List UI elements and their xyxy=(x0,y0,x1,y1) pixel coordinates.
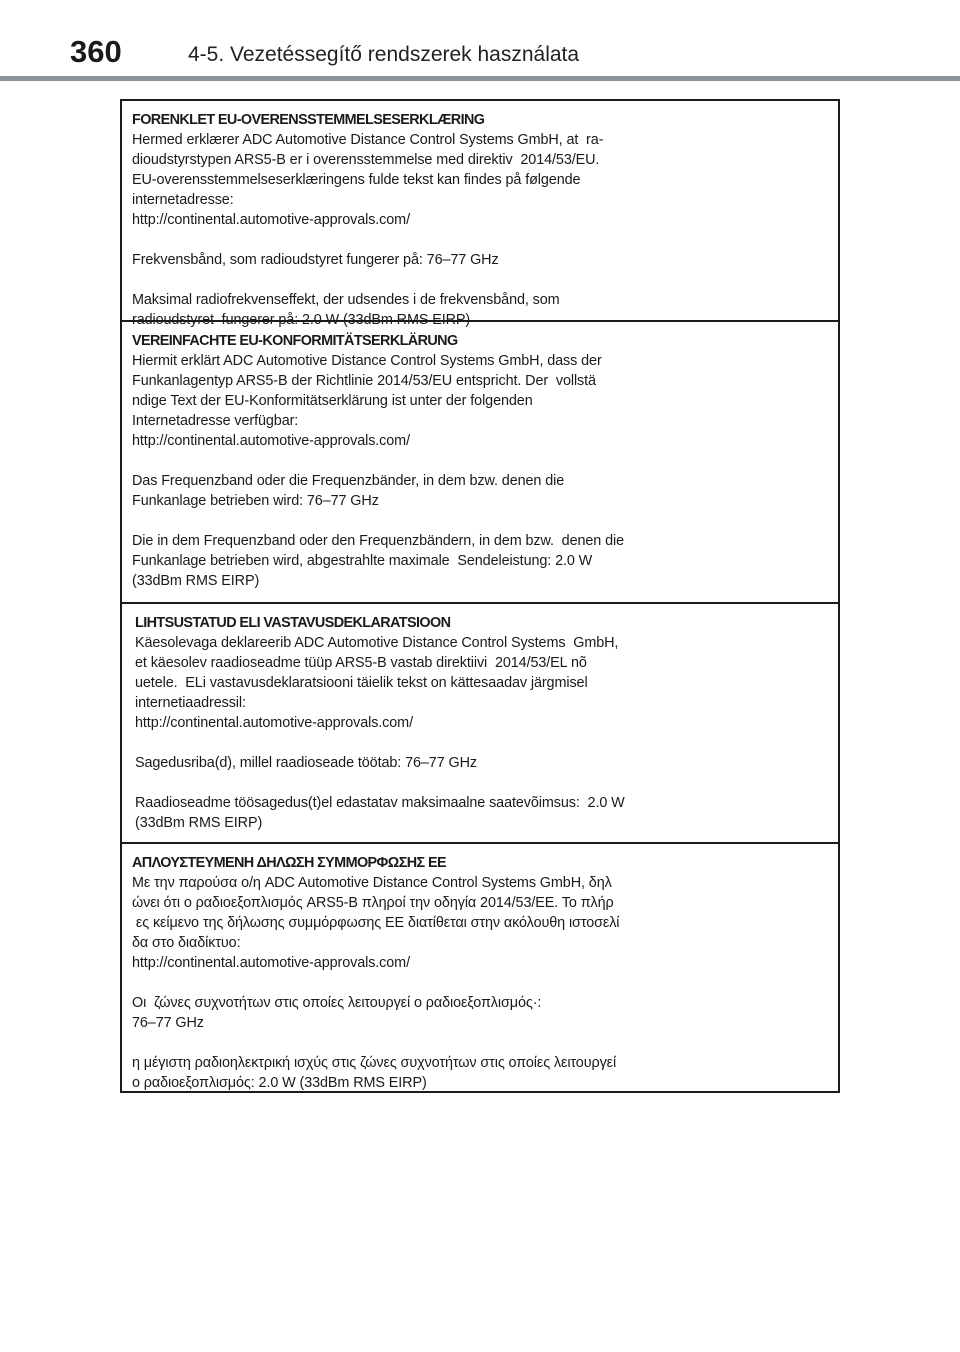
text-line: Raadioseadme töösagedus(t)el edastatav maksimaalne saatevõimsus: 2.0 W xyxy=(135,795,625,811)
text-line: Frekvensbånd, som radioudstyret fungerer på: 76–77 GHz xyxy=(132,252,499,268)
declaration-greek xyxy=(122,842,838,1091)
declaration-heading: LIHTSUSTATUD ELI VASTAVUSDEKLARATSIOON xyxy=(135,615,451,631)
text-line: (33dBm RMS EIRP) xyxy=(132,573,260,589)
text-line: Με την παρούσα ο/η ADC Automotive Distance Control Systems GmbH, δηλ xyxy=(132,875,612,891)
text-line: internetadresse: xyxy=(132,192,234,208)
declaration-danish xyxy=(122,101,838,328)
paragraph-gap xyxy=(132,451,828,471)
paragraph-gap xyxy=(132,511,828,531)
text-line: dioudstyrstypen ARS5-B er i overensstemmelse med direktiv 2014/53/EU. xyxy=(132,152,600,168)
declaration-heading: ΑΠΛΟΥΣΤΕΥΜΕΝΗ ΔΗΛΩΣΗ ΣΥΜΜΟΡΦΩΣΗΣ ΕΕ xyxy=(132,855,446,871)
header-rule xyxy=(0,76,960,81)
text-line: ndige Text der EU-Konformitätserklärung ist unter der folgenden xyxy=(132,393,533,409)
text-line: Funkanlage betrieben wird, abgestrahlte maximale Sendeleistung: 2.0 W xyxy=(132,553,593,569)
declaration-heading: FORENKLET EU-OVERENSSTEMMELSESERKLÆRING xyxy=(132,112,485,128)
paragraph-gap xyxy=(132,973,828,993)
text-line: Käesolevaga deklareerib ADC Automotive Distance Control Systems GmbH, xyxy=(135,635,619,651)
page-header xyxy=(0,0,960,80)
url-text: http://continental.automotive-approvals.com/ xyxy=(132,955,410,971)
text-line: Die in dem Frequenzband oder den Frequenzbändern, in dem bzw. denen die xyxy=(132,533,625,549)
declaration-heading: VEREINFACHTE EU-KONFORMITÄTSERKLÄRUNG xyxy=(132,333,458,349)
url-text: http://continental.automotive-approvals.com/ xyxy=(135,715,413,731)
text-line: uetele. ELi vastavusdeklaratsiooni täielik tekst on kättesaadav järgmisel xyxy=(135,675,588,691)
declaration-german xyxy=(122,320,838,602)
text-line: Sagedusriba(d), millel raadioseade töötab: 76–77 GHz xyxy=(135,755,477,771)
text-line: Maksimal radiofrekvenseffekt, der udsendes i de frekvensbånd, som xyxy=(132,292,560,308)
section-title: 4-5. Vezetéssegítő rendszerek használata xyxy=(188,43,580,66)
text-line: internetiaadressil: xyxy=(135,695,246,711)
text-line: η μέγιστη ραδιοηλεκτρική ισχύς στις ζώνες συχνοτήτων στις οποίες λειτουργεί xyxy=(132,1055,617,1071)
text-line: Internetadresse verfügbar: xyxy=(132,413,299,429)
url-text: http://continental.automotive-approvals.com/ xyxy=(132,433,410,449)
text-line: Funkanlagentyp ARS5-B der Richtlinie 2014/53/EU entspricht. Der vollstä xyxy=(132,373,596,389)
text-line: Hiermit erklärt ADC Automotive Distance Control Systems GmbH, dass der xyxy=(132,353,602,369)
text-line: et käesolev raadioseadme tüüp ARS5-B vastab direktiivi 2014/53/EL nõ xyxy=(135,655,587,671)
paragraph-gap xyxy=(135,733,828,753)
paragraph-gap xyxy=(132,1033,828,1053)
text-line: ες κείμενο της δήλωσης συμμόρφωσης ΕΕ διατίθεται στην ακόλουθη ιστοσελί xyxy=(132,915,620,931)
paragraph-gap xyxy=(132,270,828,290)
text-line: EU-overensstemmelseserklæringens fulde tekst kan findes på følgende xyxy=(132,172,581,188)
text-line: 76–77 GHz xyxy=(132,1015,204,1031)
text-line: radioudstyret fungerer på: 2.0 W (33dBm RMS EIRP) xyxy=(132,312,471,328)
text-line: Das Frequenzband oder die Frequenzbänder, in dem bzw. denen die xyxy=(132,473,565,489)
page-number: 360 xyxy=(70,34,122,69)
declaration-estonian xyxy=(122,602,838,842)
paragraph-gap xyxy=(132,230,828,250)
text-line: Funkanlage betrieben wird: 76–77 GHz xyxy=(132,493,379,509)
paragraph-gap xyxy=(135,773,828,793)
text-line: (33dBm RMS EIRP) xyxy=(135,815,263,831)
url-text: http://continental.automotive-approvals.com/ xyxy=(132,212,410,228)
text-line: δα στο διαδίκτυο: xyxy=(132,935,241,951)
declarations-box xyxy=(120,99,840,1093)
text-line: Οι ζώνες συχνοτήτων στις οποίες λειτουργεί ο ραδιοεξοπλισμός·: xyxy=(132,995,542,1011)
text-line: ο ραδιοεξοπλισμός: 2.0 W (33dBm RMS EIRP) xyxy=(132,1075,427,1091)
text-line: Hermed erklærer ADC Automotive Distance Control Systems GmbH, at ra- xyxy=(132,132,604,148)
text-line: ώνει ότι ο ραδιοεξοπλισμός ARS5-B πληροί την οδηγία 2014/53/ΕΕ. Το πλήρ xyxy=(132,895,614,911)
